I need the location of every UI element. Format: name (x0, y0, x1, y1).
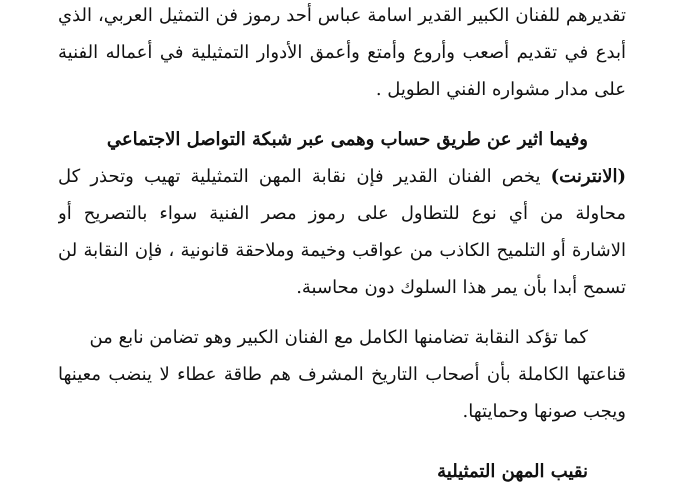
paragraph-2-line-3: محاولة من أي نوع للتطاول على رموز مصر الفنية سواء بالتصريح أو (58, 203, 626, 224)
paragraph-4-line-1: نقيب المهن التمثيلية (437, 461, 588, 482)
paragraph-3-line-2: قناعتها الكاملة بأن أصحاب التاريخ المشرف هم طاقة عطاء لا ينضب معينها (58, 364, 626, 385)
internet-term: (الانترنت) (550, 166, 626, 187)
paragraph-1-line-3: على مدار مشواره الفني الطويل . (375, 79, 626, 100)
paragraph-2-line-2 (58, 157, 626, 197)
paragraph-2-line-2-rest: يخص الفنان القدير فإن نقابة المهن التمثيلية تهيب وتحذر كل (58, 166, 551, 187)
paragraph-1-line-1: تقديرهم للفنان الكبير القدير اسامة عباس أحد رموز فن التمثيل العربي، الذي (58, 5, 626, 26)
paragraph-3-line-1: كما تؤكد النقابة تضامنها الكامل مع الفنان الكبير وهو تضامن نابع من (89, 327, 588, 348)
paragraph-2-line-4: الاشارة أو التلميح الكاذب من عواقب وخيمة وملاحقة قانونية ، فإن النقابة لن (58, 240, 626, 261)
paragraph-3-line-3: ويجب صونها وحمايتها. (462, 401, 626, 422)
paragraph-2-line-5: تسمح أبدا بأن يمر هذا السلوك دون محاسبة. (296, 277, 626, 298)
paragraph-1-line-2: أبدع في تقديم أصعب وأروع وأمتع وأعمق الأدوار التمثيلية في أعماله الفنية (58, 42, 626, 63)
paragraph-2-line-1: وفيما اثير عن طريق حساب وهمى عبر شبكة التواصل الاجتماعي (106, 129, 588, 150)
